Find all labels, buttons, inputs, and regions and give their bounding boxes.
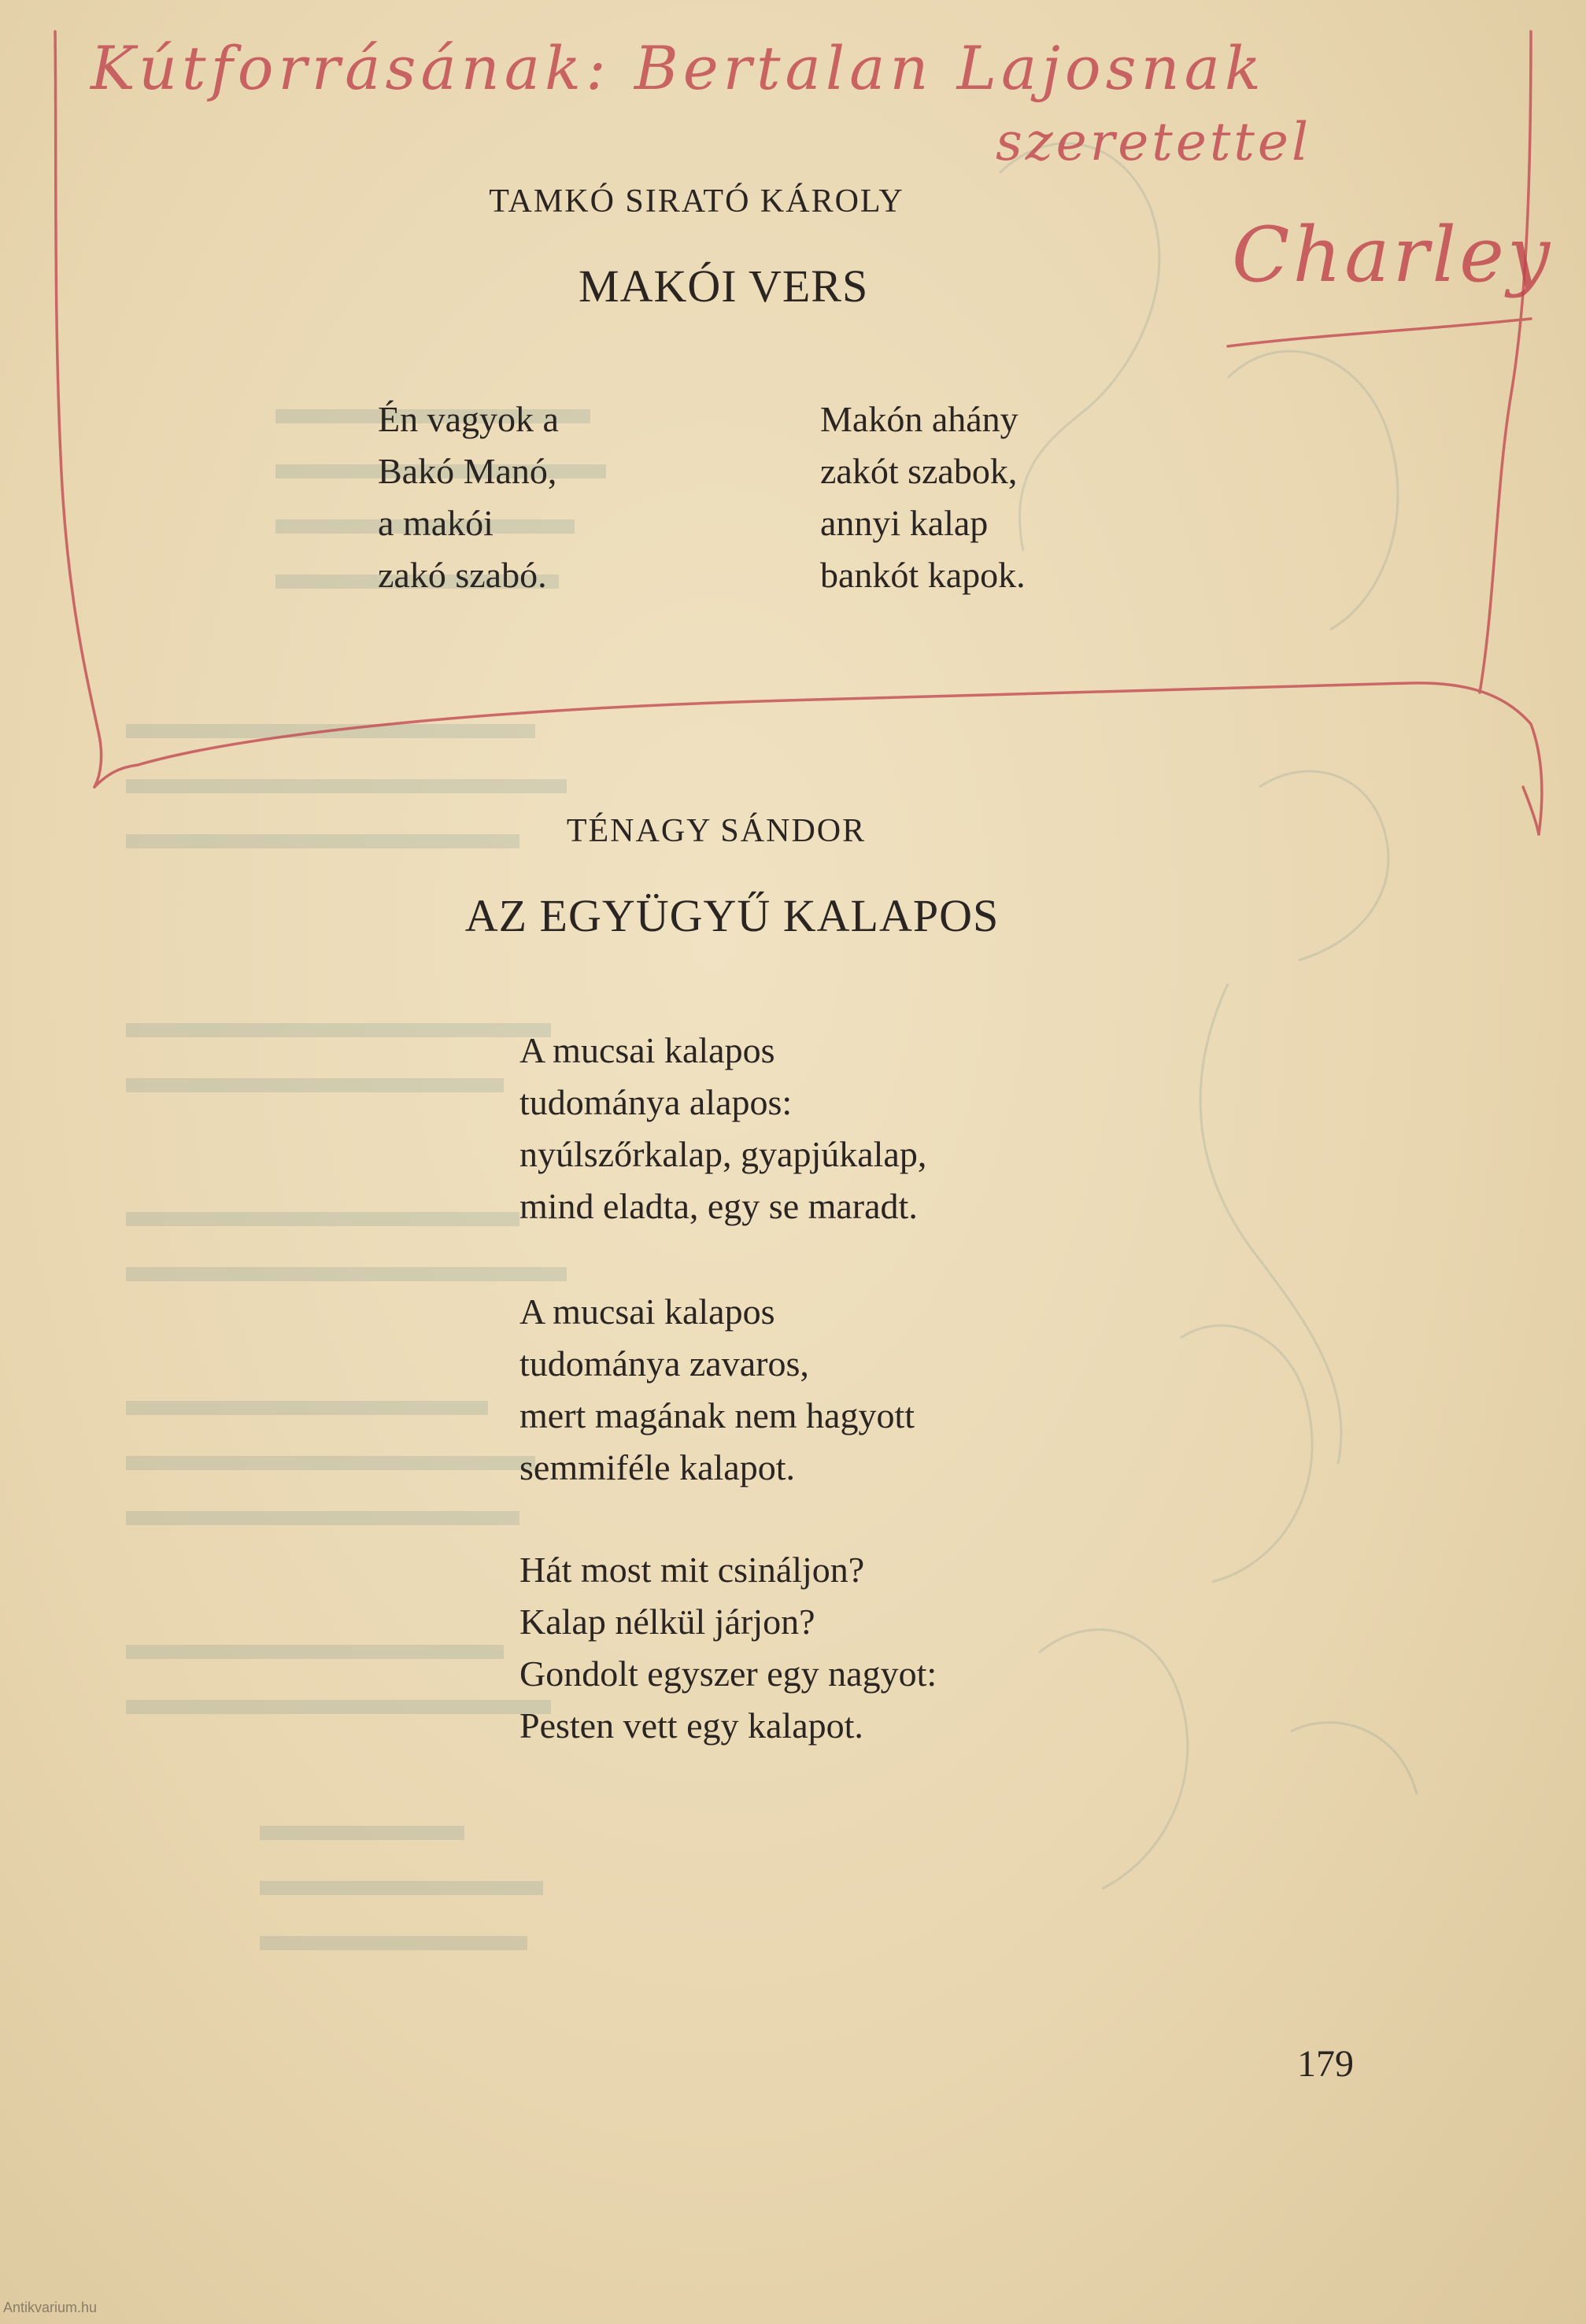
poem-line: A mucsai kalapos	[519, 1291, 775, 1332]
poem-line: tudománya alapos:	[519, 1082, 793, 1122]
handwritten-signature: Charley	[1232, 211, 1554, 299]
poem-line: annyi kalap	[820, 503, 989, 543]
poem2-stanza-3	[519, 1544, 937, 1752]
poem-line: bankót kapok.	[820, 555, 1026, 595]
poem1-author: TAMKÓ SIRATÓ KÁROLY	[489, 183, 904, 220]
poem2-stanza-2	[519, 1286, 915, 1494]
poem2-stanza-1	[519, 1025, 926, 1232]
poem1-title: MAKÓI VERS	[579, 260, 869, 312]
poem-line: zakót szabok,	[820, 451, 1018, 491]
poem-line: Kalap nélkül járjon?	[519, 1602, 815, 1642]
poem1-stanza-left	[378, 393, 559, 601]
poem-line: A mucsai kalapos	[519, 1030, 775, 1070]
poem-line: zakó szabó.	[378, 555, 547, 595]
poem-line: Bakó Manó,	[378, 451, 557, 491]
poem-line: Hát most mit csináljon?	[519, 1550, 865, 1590]
watermark: Antikvarium.hu	[3, 2300, 98, 2315]
poem-line: semmiféle kalapot.	[519, 1447, 795, 1487]
poem-line: mind eladta, egy se maradt.	[519, 1186, 918, 1226]
handwritten-dedication	[91, 24, 1421, 181]
poem-line: tudománya zavaros,	[519, 1343, 809, 1384]
poem-line: Gondolt egyszer egy nagyot:	[519, 1653, 937, 1694]
poem2-title: AZ EGYÜGYŰ KALAPOS	[464, 890, 1000, 941]
dedication-line-2: szeretettel	[996, 112, 1312, 172]
poem-line: a makói	[378, 503, 494, 543]
poem-line: nyúlszőrkalap, gyapjúkalap,	[519, 1134, 927, 1174]
poem-line: mert magának nem hagyott	[519, 1395, 915, 1435]
poem1-stanza-right	[820, 393, 1026, 601]
poem-line: Én vagyok a	[378, 399, 559, 439]
poem2-author: TÉNAGY SÁNDOR	[566, 813, 867, 849]
poem-line: Makón ahány	[820, 399, 1019, 439]
page-number: 179	[1297, 2043, 1354, 2085]
dedication-line-1: Kútforrásának: Bertalan Lajosnak	[91, 33, 1266, 103]
poem-line: Pesten vett egy kalapot.	[519, 1705, 863, 1746]
